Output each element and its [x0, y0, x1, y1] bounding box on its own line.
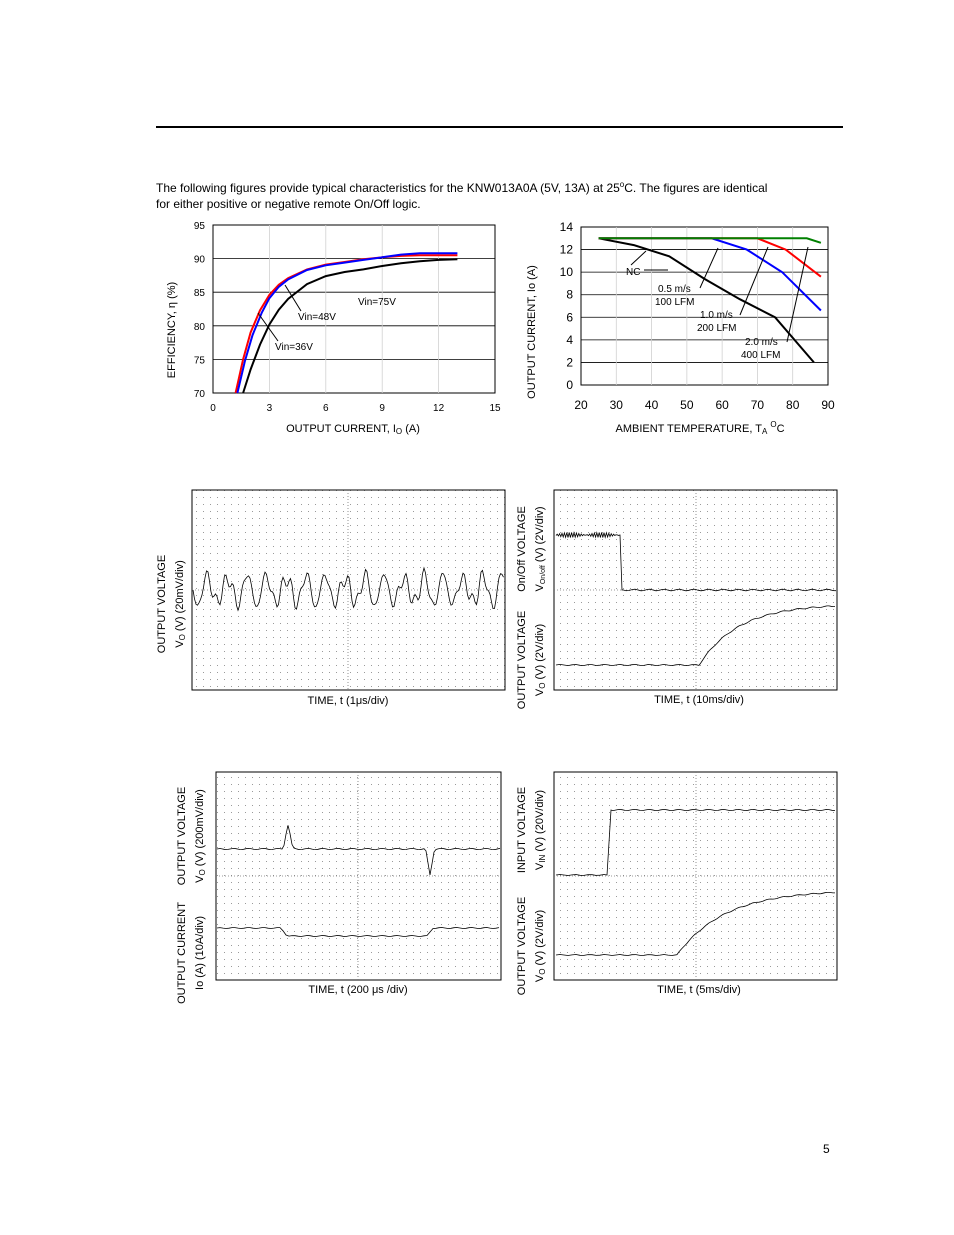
derating-x-tick-20: 20	[574, 398, 588, 412]
scope3-top-ylabel-2: VO (V) (200mV/div)	[194, 789, 207, 883]
derating-series	[599, 238, 821, 362]
efficiency-gridlines	[213, 225, 495, 393]
efficiency-chart	[166, 221, 501, 436]
annotation-vin48: Vin=48V	[298, 312, 336, 323]
annotation-10ms: 1.0 m/s	[700, 310, 733, 321]
annotation-400lfm: 400 LFM	[741, 350, 781, 361]
derating-chart	[526, 220, 835, 436]
scope2-bottom-ylabel-2: VO (V) (2V/div)	[534, 623, 547, 697]
efficiency-y-axis-title: EFFICIENCY, η (%)	[166, 281, 178, 379]
scope4-top-ylabel-2: VIN (V) (20V/div)	[534, 789, 547, 871]
derating-y-tick-10: 10	[559, 265, 573, 280]
page-number: 5	[823, 1142, 830, 1156]
derating-series-3	[599, 238, 821, 243]
intro-text-3: for either positive or negative remote On/Off logic.	[156, 197, 421, 211]
scope4-time-label: TIME, t (5ms/div)	[657, 984, 741, 996]
scope2-bottom-ylabel-1: OUTPUT VOLTAGE	[516, 610, 528, 710]
scope1-time-label: TIME, t (1μs/div)	[307, 695, 389, 707]
efficiency-x-tick-0: 0	[210, 403, 216, 414]
efficiency-plot-frame	[213, 225, 495, 393]
derating-y-tick-4: 4	[566, 332, 573, 347]
annotation-20ms: 2.0 m/s	[745, 337, 778, 348]
derating-x-tick-90: 90	[821, 398, 835, 412]
leader-nc	[631, 251, 646, 265]
scope4-top-ylabel-1: INPUT VOLTAGE	[516, 786, 528, 874]
annotation-nc: NC	[626, 267, 641, 278]
scope1-ylabel-1: OUTPUT VOLTAGE	[156, 554, 168, 654]
scope2-top-ylabel-1: On/Off VOLTAGE	[516, 506, 528, 592]
scope3-time-label: TIME, t (200 μs /div)	[308, 984, 408, 996]
efficiency-series	[236, 253, 458, 393]
efficiency-y-tick-80: 80	[193, 321, 205, 333]
annotation-100lfm: 100 LFM	[655, 297, 695, 308]
efficiency-x-tick-6: 6	[323, 403, 329, 414]
derating-plot-frame	[581, 227, 828, 385]
derating-x-axis-title: AMBIENT TEMPERATURE, $TA^OC$	[615, 420, 785, 436]
scope-onoff-startup	[516, 490, 837, 709]
derating-y-tick-6: 6	[566, 310, 573, 325]
annotation-05ms: 0.5 m/s	[658, 284, 691, 295]
intro-sup: o	[619, 180, 625, 189]
scope-output-ripple	[156, 490, 505, 707]
derating-x-tick-50: 50	[680, 398, 694, 412]
derating-x-tick-30: 30	[609, 398, 623, 412]
derating-x-tick-40: 40	[644, 398, 659, 412]
efficiency-x-tick-9: 9	[379, 403, 385, 414]
efficiency-y-tick-90: 90	[193, 254, 205, 266]
derating-y-tick-14: 14	[559, 220, 573, 234]
scope3-bottom-ylabel-2: Io (A) (10A/div)	[194, 916, 206, 990]
annotation-vin36: Vin=36V	[275, 342, 313, 353]
derating-x-tick-70: 70	[750, 398, 765, 412]
derating-tick-labels	[560, 220, 835, 412]
derating-y-axis-title: OUTPUT CURRENT, Io (A)	[526, 265, 538, 399]
efficiency-x-tick-12: 12	[433, 403, 445, 414]
scope3-bottom-ylabel-1: OUTPUT CURRENT	[176, 902, 188, 1004]
derating-x-tick-60: 60	[715, 398, 729, 412]
leader-vin48	[285, 285, 301, 311]
scope4-bottom-ylabel-1: OUTPUT VOLTAGE	[516, 896, 528, 996]
efficiency-x-tick-15: 15	[489, 403, 501, 414]
efficiency-x-tick-3: 3	[266, 403, 273, 414]
efficiency-y-tick-70: 70	[193, 389, 205, 400]
scope1-ylabel-2: VO (V) (20mV/div)	[174, 560, 187, 648]
scope2-top-ylabel-2: VOn/off (V) (2V/div)	[534, 506, 547, 592]
annotation-200lfm: 200 LFM	[697, 323, 737, 334]
efficiency-y-tick-95: 95	[193, 221, 205, 232]
derating-y-tick-0: 0	[566, 378, 573, 392]
derating-gridlines	[581, 227, 828, 385]
derating-x-tick-80: 80	[786, 398, 800, 412]
annotation-vin75: Vin=75V	[358, 297, 396, 308]
leader-10ms	[740, 247, 768, 315]
efficiency-y-tick-85: 85	[193, 288, 205, 300]
scope-load-transient	[176, 772, 501, 1004]
derating-y-tick-12: 12	[559, 242, 573, 257]
scope4-bottom-ylabel-2: VO (V) (2V/div)	[534, 909, 547, 983]
intro-text-2: C. The figures are identical	[624, 181, 768, 195]
scope3-top-ylabel-1: OUTPUT VOLTAGE	[176, 786, 188, 886]
intro-text-1: The following figures provide typical characteristics for the KNW013A0A (5V, 13A) at 25	[156, 181, 620, 195]
scope2-time-label: TIME, t (10ms/div)	[654, 694, 744, 706]
efficiency-x-axis-title: OUTPUT CURRENT, IO (A)	[286, 423, 420, 436]
efficiency-y-tick-75: 75	[193, 355, 205, 367]
derating-series-0	[599, 238, 814, 362]
derating-y-tick-2: 2	[566, 355, 573, 370]
derating-y-tick-8: 8	[566, 287, 573, 302]
scope-input-startup	[516, 772, 837, 996]
